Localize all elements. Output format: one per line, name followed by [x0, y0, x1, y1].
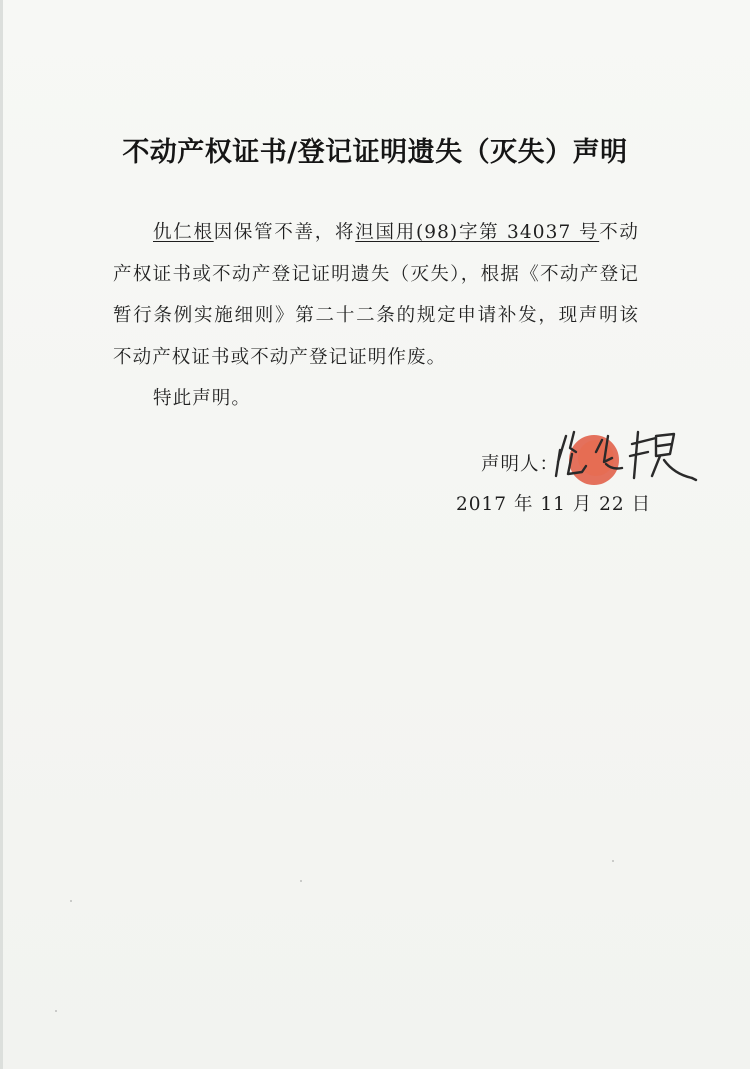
- scan-speck: [612, 860, 614, 862]
- scan-speck: [300, 880, 302, 882]
- red-seal: [569, 435, 619, 485]
- document-title: 不动产权证书/登记证明遗失（灭失）声明: [122, 137, 628, 168]
- paragraph-text: 因保管不善，将: [213, 222, 356, 243]
- declarant-label: 声明人：: [481, 454, 560, 475]
- scan-speck: [55, 1010, 57, 1012]
- paragraph-text: 不动产权证书或不动产登记证明遗失（灭失），根据《不动产登记暂行条例实施细则》第二十二条的规定申请补发，现声明该不动产权证书或不动产登记证明作废。: [113, 222, 640, 368]
- declaration-date: 2017 年 11 月 22 日: [456, 494, 652, 515]
- declarant-name: 仇仁根: [153, 222, 214, 243]
- declaration-body: [113, 212, 639, 420]
- signature-with-seal: [552, 422, 702, 492]
- scan-speck: [70, 900, 72, 902]
- declaration-paragraph: [113, 212, 639, 378]
- closing-statement: 特此声明。: [153, 388, 252, 409]
- certificate-number: 泹国用(98)字第 34037 号: [355, 222, 600, 243]
